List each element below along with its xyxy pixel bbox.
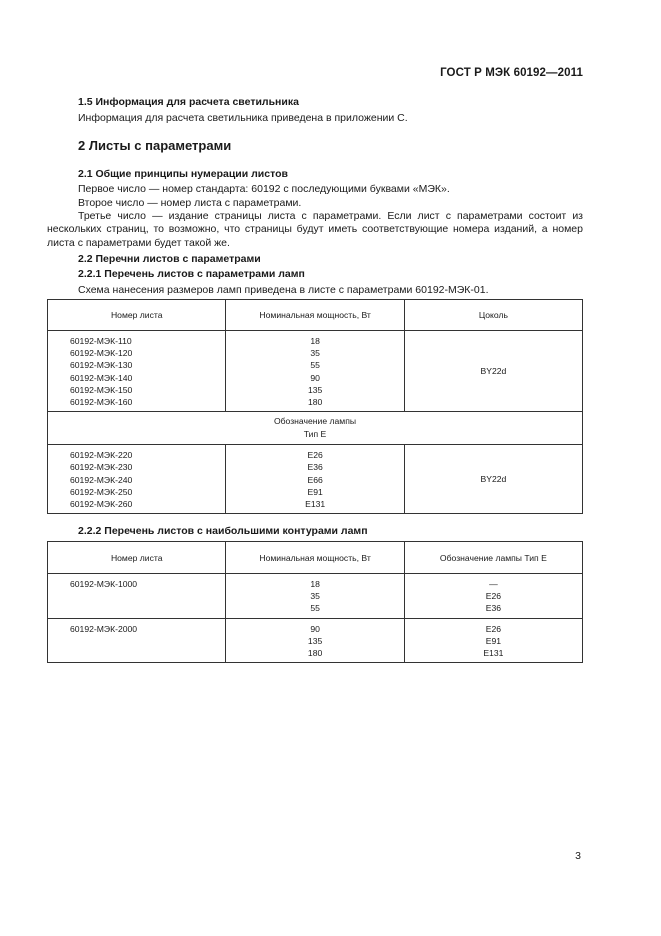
section-2-2-1-heading: 2.2.1 Перечень листов с параметрами ламп [78,268,305,280]
type-value: E26 [485,591,502,602]
span-line-1: Обозначение лампы [273,416,357,427]
table-row [48,331,583,412]
sheet-number: 60192-МЭК-110 [70,336,132,346]
section-2-2-1-text: Схема нанесения размеров ламп приведена в листе с параметрами 60192-МЭК-01. [78,284,489,296]
section-2-1-body [78,183,583,224]
table-span-row [48,412,583,445]
sheet-number: 60192-МЭК-230 [70,462,133,473]
sheet-number: 60192-МЭК-150 [70,384,133,395]
power-value: 180 [307,397,323,408]
col-header-designation: Обозначение лампы Тип Е [404,542,582,574]
cap-value: BY22d [404,331,582,412]
section-2-2-heading: 2.2 Перечни листов с параметрами [78,253,261,265]
type-value: E36 [485,603,502,614]
numbering-line-3a: Третье число — издание страницы листа с параметрами. Если лист с параметрами состоит из [78,210,583,222]
cap-value: BY22d [404,445,582,514]
col-header-power: Номинальная мощность, Вт [226,300,404,331]
power-value: 55 [310,603,320,614]
col-header-sheet: Номер листа [48,542,226,574]
power-value: 55 [310,360,320,371]
section-2-heading: 2 Листы с параметрами [78,138,232,153]
sheet-number: 60192-МЭК-130 [70,360,133,371]
lamp-sheets-table [47,299,583,514]
type-list [404,618,582,663]
sheet-cell [48,618,226,663]
sheet-number: 60192-МЭК-2000 [70,623,138,634]
section-1-5-text: Информация для расчета светильника приведена в приложении С. [78,112,408,124]
section-2-2-2-heading: 2.2.2 Перечень листов с наибольшими контурами ламп [78,525,368,537]
sheet-list [48,331,226,412]
sheet-number: 60192-МЭК-260 [70,499,133,510]
type-value: — [489,579,498,589]
numbering-line-1: Первое число — номер стандарта: 60192 с последующими буквами «МЭК». [78,183,450,195]
type-list [226,445,404,514]
power-value: 135 [307,384,323,395]
type-value: E26 [485,623,502,634]
numbering-line-3b: нескольких страниц, то возможно, что страницы будут иметь соответствующие номера изданий, а номер [47,223,583,235]
lamp-designation-label [48,412,583,445]
power-list [226,574,404,619]
power-list [226,331,404,412]
type-value: E26 [307,450,323,461]
type-list [404,574,582,619]
sheet-number: 60192-МЭК-140 [70,372,133,383]
table-header-row [48,542,583,574]
power-value: 35 [310,348,320,359]
col-header-power: Номинальная мощность, Вт [226,542,404,574]
outline-sheets-table [47,541,583,663]
sheet-number: 60192-МЭК-120 [70,348,133,359]
table-row [48,445,583,514]
power-list [226,618,404,663]
numbering-line-3c: листа с параметрами будет такой же. [47,236,230,249]
sheet-list [48,445,226,514]
type-value: E131 [305,499,326,510]
power-value: 90 [310,372,320,383]
type-value: E131 [483,648,504,659]
numbering-line-2: Второе число — номер листа с параметрами. [78,196,302,209]
span-line-2: Тип Е [303,429,327,440]
power-value: 180 [307,648,323,659]
type-value: E66 [307,474,323,485]
sheet-number: 60192-МЭК-240 [70,474,133,485]
sheet-number: 60192-МЭК-160 [70,397,133,408]
power-value: 18 [310,336,320,346]
page-number: 3 [575,850,581,862]
sheet-cell [48,574,226,619]
sheet-number: 60192-МЭК-1000 [70,579,138,589]
type-value: E91 [307,486,323,497]
power-value: 90 [310,623,320,634]
power-value: 135 [307,635,323,646]
col-header-cap: Цоколь [404,300,582,331]
col-header-sheet: Номер листа [48,300,226,331]
sheet-number: 60192-МЭК-250 [70,486,133,497]
section-1-5-heading: 1.5 Информация для расчета светильника [78,96,299,108]
table-row [48,574,583,619]
section-2-1-heading: 2.1 Общие принципы нумерации листов [78,168,288,180]
table-row [48,618,583,663]
standard-header: ГОСТ Р МЭК 60192—2011 [440,67,583,79]
sheet-number: 60192-МЭК-220 [70,450,133,461]
section-2-1-body-cont [47,223,583,250]
type-value: E91 [485,635,502,646]
type-value: E36 [307,462,323,473]
power-value: 35 [310,591,320,602]
power-value: 18 [310,579,320,589]
table-header-row [48,300,583,331]
